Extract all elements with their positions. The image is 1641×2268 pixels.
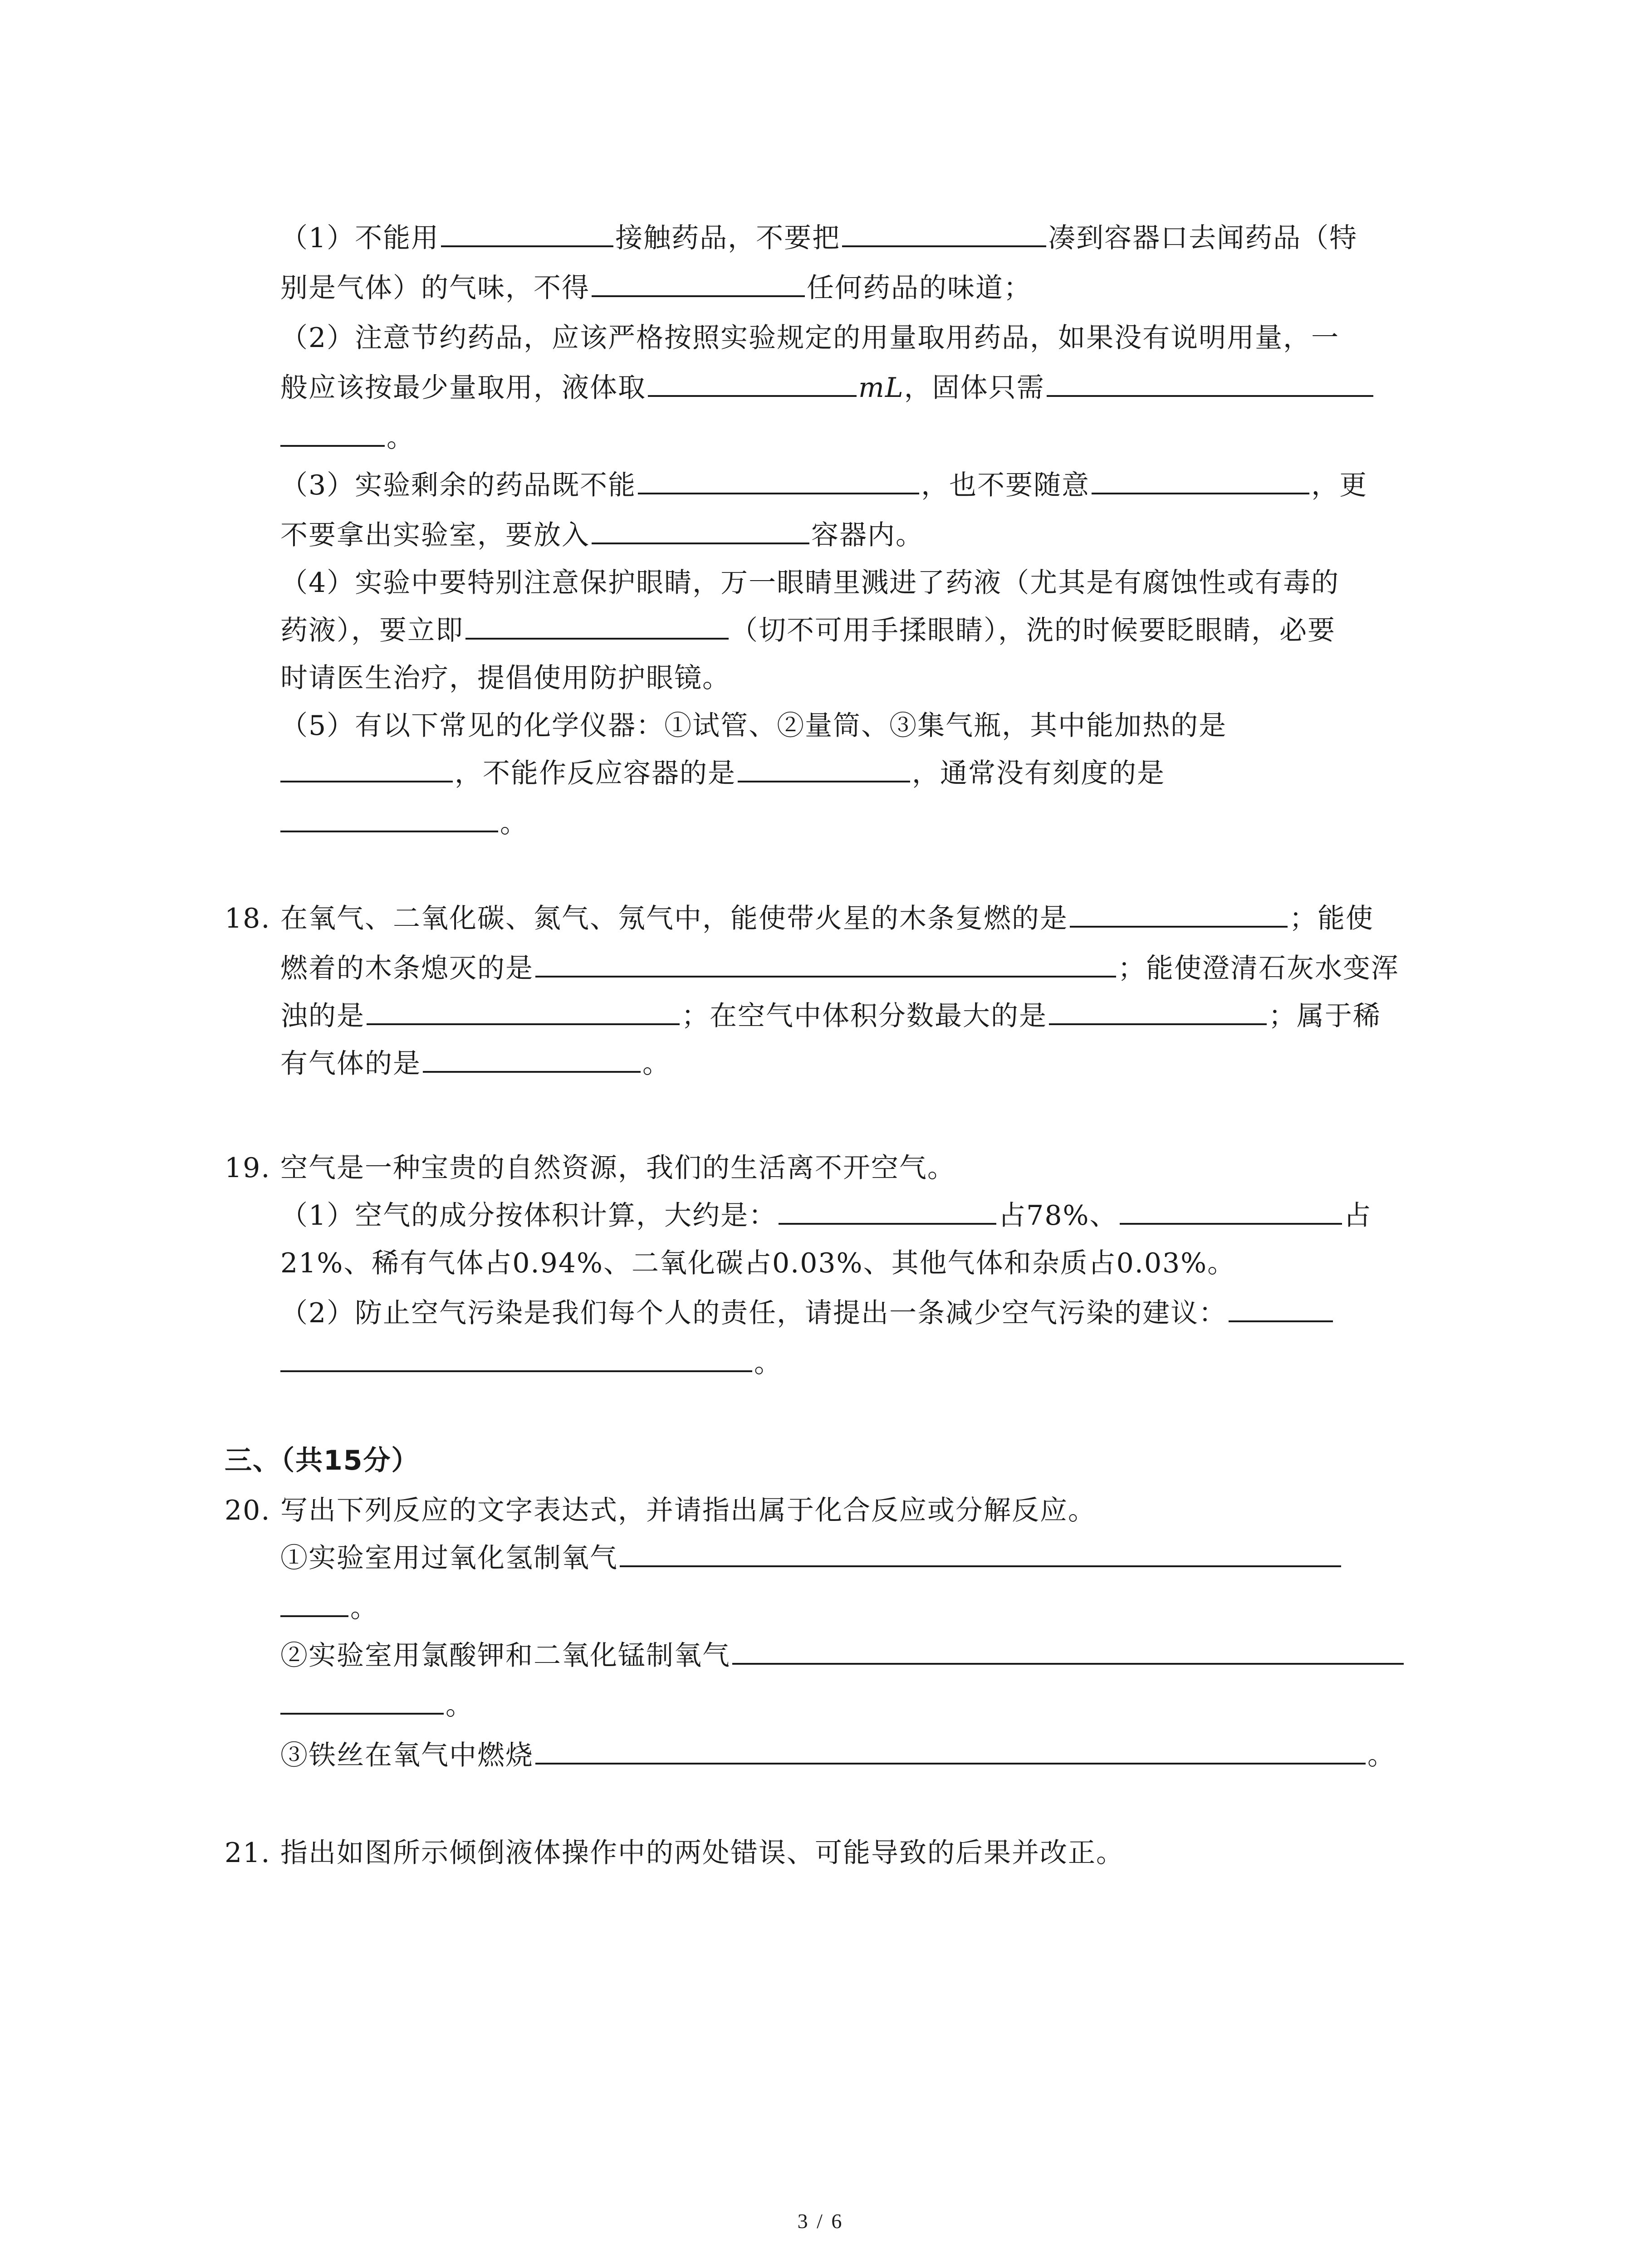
q19-line2 [280,1198,1372,1234]
q19-line1 [225,1150,955,1186]
text: （1）空气的成分按体积计算，大约是： [280,1200,777,1232]
q19-line4 [280,1295,1335,1331]
q20-line1 [225,1492,1096,1529]
text: 在氧气、二氧化碳、氮气、氖气中，能使带火星的木条复燃的是 [280,903,1068,934]
q17-p4-line1 [280,565,1339,601]
answer-blank[interactable] [732,1637,1404,1665]
text: 占 [1343,1200,1372,1232]
answer-blank[interactable] [441,220,613,247]
answer-blank[interactable] [738,755,910,782]
text: 。 [350,1592,378,1624]
q17-p5-line1 [280,708,1227,744]
q20-r1-line2 [280,1590,378,1626]
text: 接触药品，不要把 [615,222,841,254]
answer-blank[interactable] [1120,1198,1342,1225]
text: 药液），要立即 [280,615,464,646]
section-title [225,1442,420,1479]
answer-blank[interactable] [280,420,385,447]
text: 有气体的是 [280,1048,421,1080]
q18-line4 [280,1046,671,1082]
q17-p2-line2 [280,370,1375,406]
q17-p3-line2 [280,517,924,553]
answer-blank[interactable] [280,1687,444,1715]
text: 占78%、 [998,1200,1118,1232]
q18-line3 [280,998,1381,1034]
q18-line2 [280,950,1399,987]
q19-line5 [280,1345,782,1381]
text: （1）不能用 [280,222,440,254]
text: ；在空气中体积分数最大的是 [681,1000,1047,1032]
text: 容器内。 [811,519,924,551]
answer-blank[interactable] [367,998,680,1025]
text: 写出下列反应的文字表达式，并请指出属于化合反应或分解反应。 [280,1495,1096,1526]
answer-blank[interactable] [535,950,1116,978]
answer-blank[interactable] [535,1737,1366,1765]
q20-r1-line1 [280,1540,1343,1576]
answer-blank[interactable] [280,755,453,782]
q17-p5-line2 [280,755,1165,792]
text: 别是气体）的气味，不得 [280,272,590,304]
answer-blank[interactable] [620,1540,1341,1567]
q19-line3 [280,1245,1235,1281]
answer-blank[interactable] [423,1046,641,1073]
text: （切不可用手揉眼睛），洗的时候要眨眼睛，必要 [730,615,1336,646]
answer-blank[interactable] [1092,467,1309,494]
text: （2）防止空气污染是我们每个人的责任，请提出一条减少空气污染的建议： [280,1297,1227,1329]
text: ，也不要随意 [921,469,1090,501]
answer-blank[interactable] [842,220,1046,247]
answer-blank[interactable] [638,467,919,494]
text: ③铁丝在氧气中燃烧 [280,1740,534,1771]
answer-blank[interactable] [779,1198,996,1225]
text: ，不能作反应容器的是 [455,758,736,789]
text: ；属于稀 [1269,1000,1381,1032]
text: ①实验室用过氧化氢制氧气 [280,1542,618,1574]
answer-blank[interactable] [1070,900,1288,928]
q17-p2-line3 [280,420,415,456]
question-number: 19. [225,1152,271,1184]
text: ，固体只需 [904,372,1045,404]
page-number: 3 / 6 [797,2209,844,2233]
q20-r3-line [280,1737,1396,1774]
q17-p1-line1 [280,220,1357,256]
answer-blank[interactable] [592,517,809,544]
text: 三、（共15分） [225,1445,420,1476]
text: ②实验室用氯酸钾和二氧化锰制氧气 [280,1640,730,1672]
text: 指出如图所示倾倒液体操作中的两处错误、可能导致的后果并改正。 [280,1837,1124,1869]
answer-blank[interactable] [280,1345,752,1372]
text: 21%、稀有气体占0.94%、二氧化碳占0.03%、其他气体和杂质占0.03%。 [280,1247,1236,1279]
q17-p3-line1 [280,467,1367,503]
unit-label: mL [858,372,904,404]
answer-blank[interactable] [1047,370,1373,397]
text: 。 [500,807,528,839]
text: 空气是一种宝贵的自然资源，我们的生活离不开空气。 [280,1152,955,1184]
text: 时请医生治疗，提倡使用防护眼镜。 [280,662,730,694]
answer-blank[interactable] [280,1590,348,1617]
answer-blank[interactable] [280,805,498,832]
text: 。 [754,1347,782,1379]
text: 任何药品的味道； [807,272,1032,304]
text: （4）实验中要特别注意保护眼睛，万一眼睛里溅进了药液（尤其是有腐蚀性或有毒的 [280,567,1340,599]
q17-p5-line3 [280,805,528,841]
q17-p2-line1 [280,320,1339,356]
answer-blank[interactable] [1229,1295,1333,1322]
question-number: 21. [225,1837,271,1869]
text: （5）有以下常见的化学仪器：①试管、②量筒、③集气瓶，其中能加热的是 [280,710,1227,742]
question-number: 20. [225,1495,271,1526]
text: 不要拿出实验室，要放入 [280,519,590,551]
text: 。 [1367,1740,1396,1771]
text: （3）实验剩余的药品既不能 [280,469,637,501]
text: 。 [446,1690,474,1721]
q20-r2-line2 [280,1687,474,1724]
text: 般应该按最少量取用，液体取 [280,372,646,404]
q17-p4-line2 [280,612,1336,649]
text: 。 [642,1048,671,1080]
q17-p1-line2 [280,270,1032,306]
q20-r2-line1 [280,1637,1406,1674]
answer-blank[interactable] [592,270,805,297]
text: 燃着的木条熄灭的是 [280,953,534,984]
q17-p4-line3 [280,660,730,696]
q21-line1 [225,1835,1124,1871]
text: （2）注意节约药品，应该严格按照实验规定的用量取用药品，如果没有说明用量，一 [280,322,1340,354]
text: 。 [387,422,415,454]
text: 浊的是 [280,1000,365,1032]
text: ；能使澄清石灰水变浑 [1118,953,1399,984]
question-number: 18. [225,903,271,934]
q18-line1 [225,900,1374,937]
text: 凑到容器口去闻药品（特 [1048,222,1358,254]
text: ，更 [1311,469,1368,501]
answer-blank[interactable] [465,612,729,640]
answer-blank[interactable] [1049,998,1267,1025]
text: ；能使 [1289,903,1374,934]
text: ，通常没有刻度的是 [912,758,1165,789]
answer-blank[interactable] [648,370,857,397]
